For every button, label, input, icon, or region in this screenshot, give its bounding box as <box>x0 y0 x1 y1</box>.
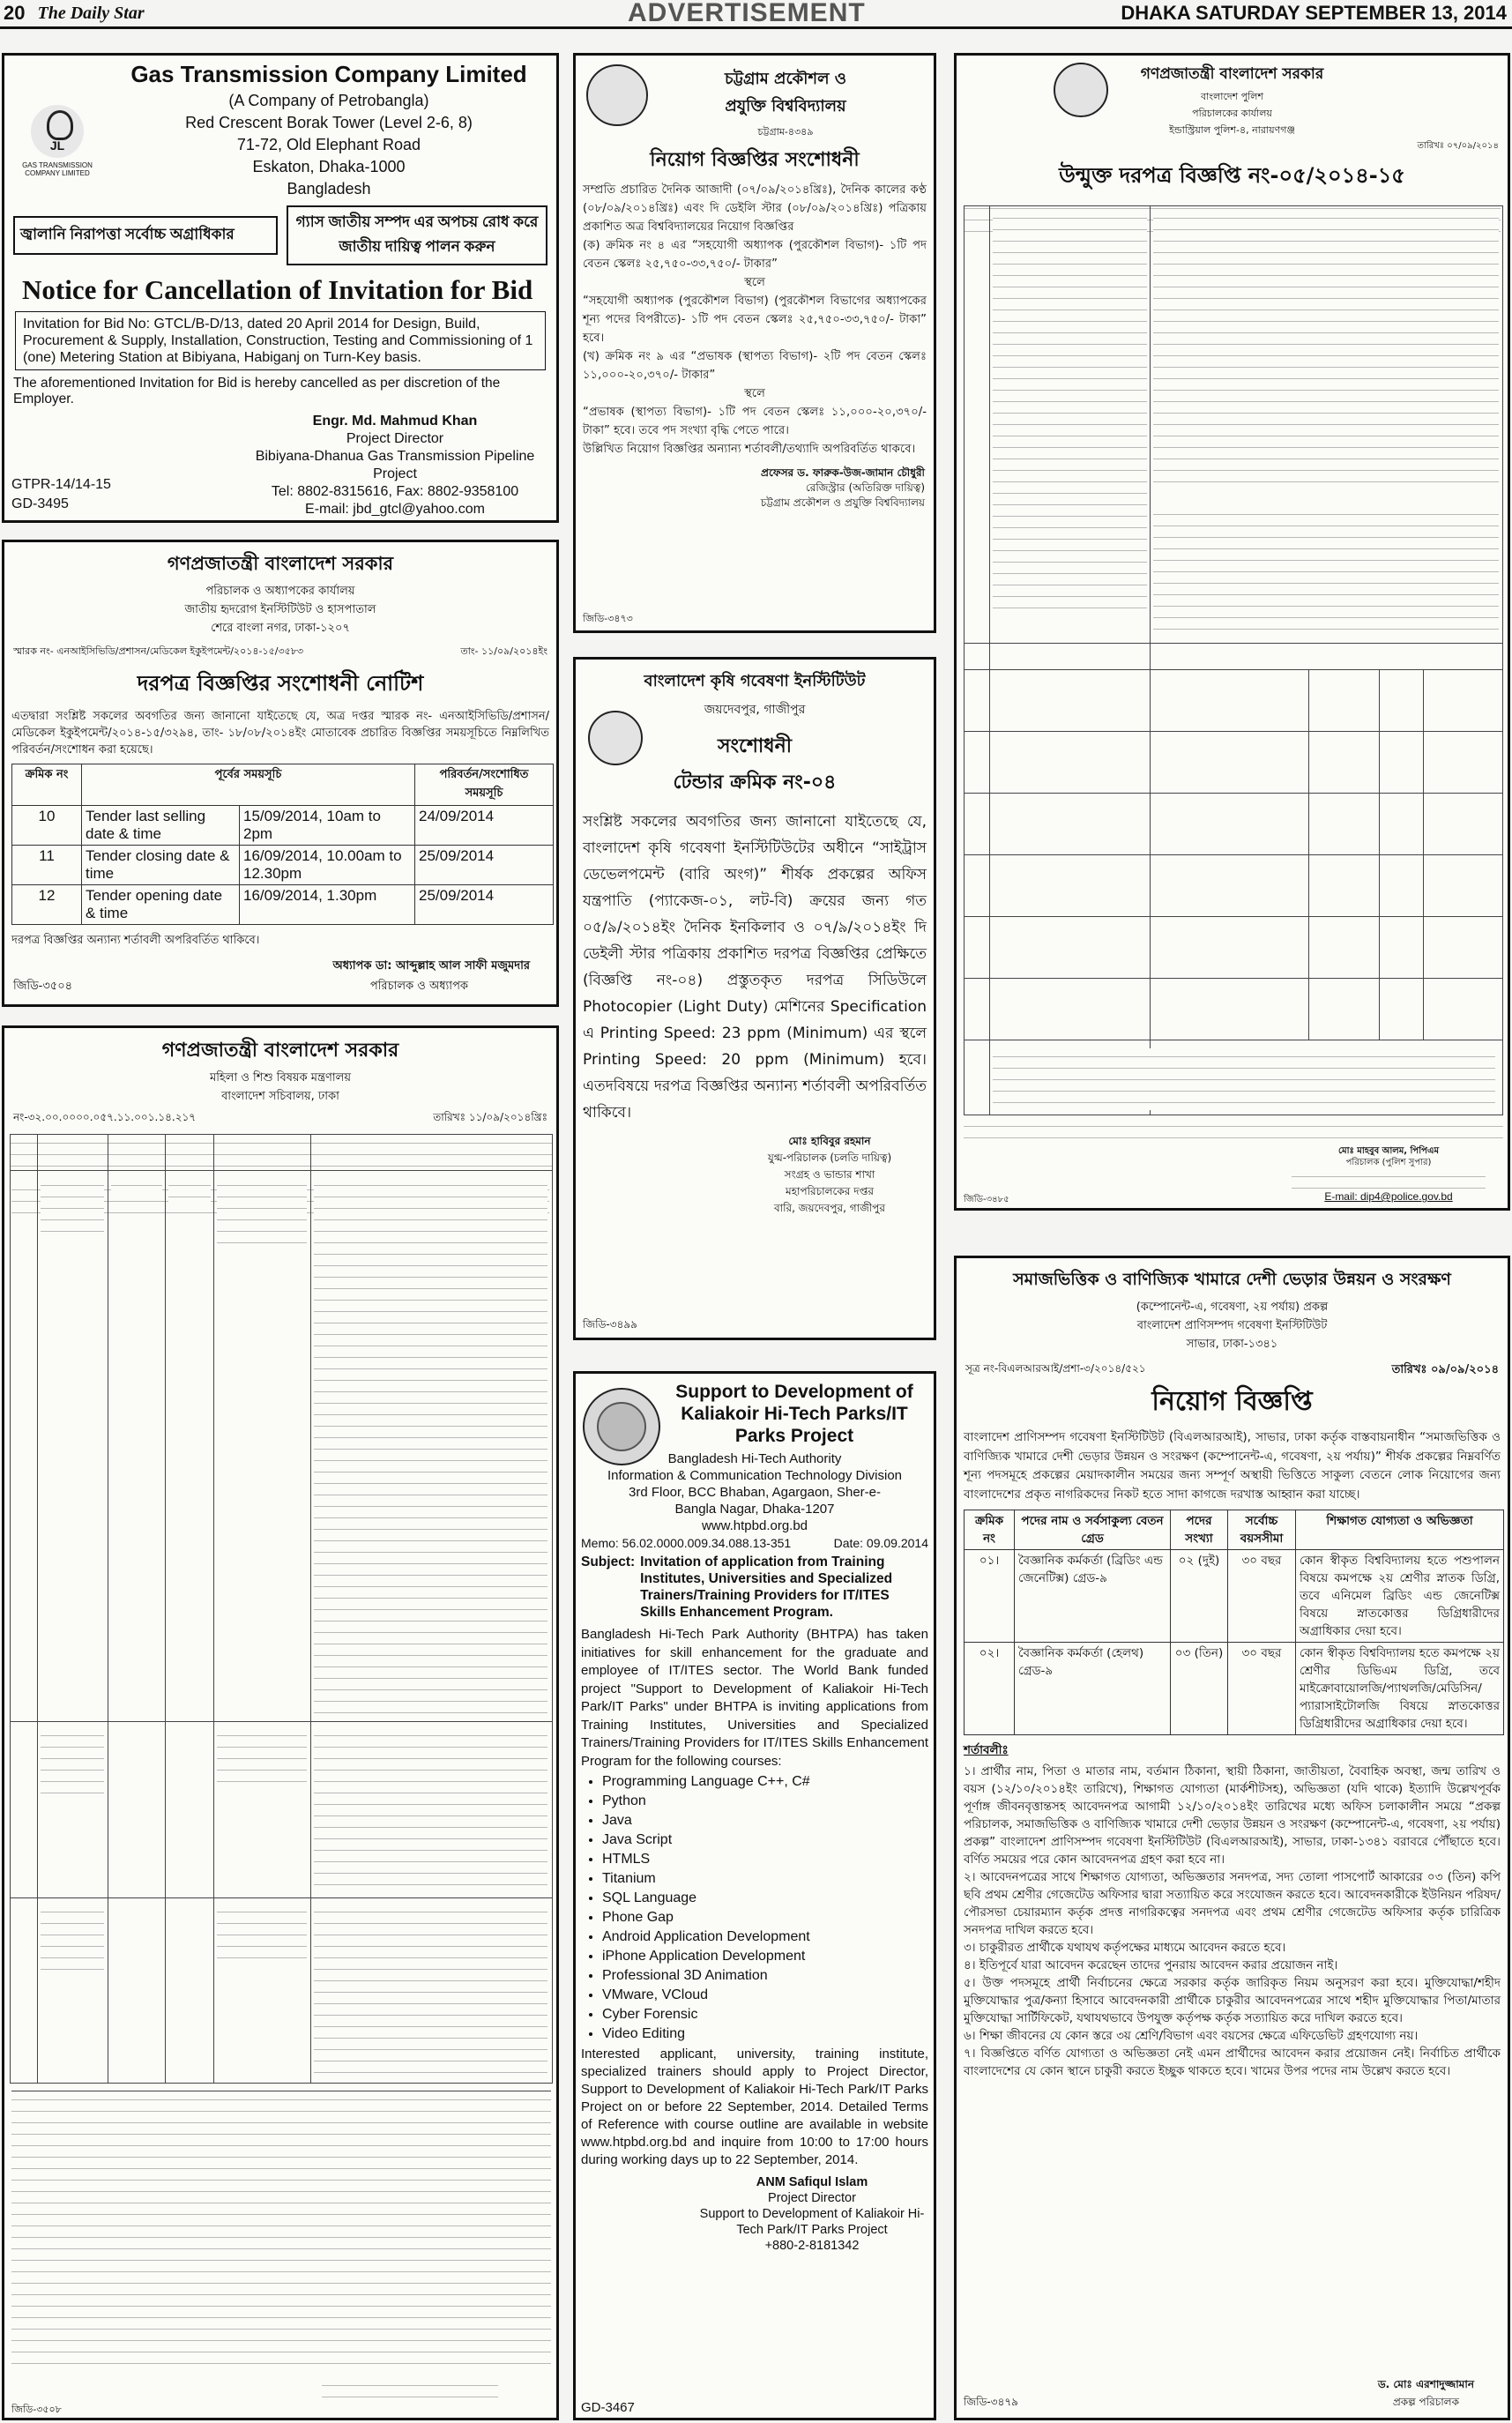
page-number: 20 <box>4 2 26 24</box>
paper-name: The Daily Star <box>37 3 145 23</box>
blri-th-qualification: শিক্ষাগত যোগ্যতা ও অভিজ্ঞতা <box>1296 1510 1504 1550</box>
cuet-para-4: “সহযোগী অধ্যাপক (পুরকৌশল বিভাগ) (পুরকৌশল বিভাগের অধ্যাপকের শূন্য পদের বিপরীতে)- ১টি পদ বেতন স্কেলঃ ২৫,৭৫০-৩৩,৭৫০/- টাকা” হবে। <box>583 294 927 345</box>
list-item: • Android Application Development <box>602 1927 934 1947</box>
list-item: • SQL Language <box>602 1889 934 1908</box>
blri-term-7: ৭। বিজ্ঞপ্তিতে বর্ণিত যোগ্যতা ও অভিজ্ঞতা নেই এমন প্রার্থীদের আবেদন করার প্রয়োজন নেই। নির্বাচিত প্রার্থীকে বাংলাদেশের যে কোন স্থানে চাকুরী করতে ইচ্ছুক থাকতে হবে। খামের উপর পদের নাম উল্লেখ করতে হবে। <box>964 2047 1501 2078</box>
table-row <box>965 1550 1504 1643</box>
gtcl-logo-icon: JL <box>31 105 84 158</box>
gtcl-subtitle: (A Company of Petrobangla) <box>228 92 429 109</box>
blri-institute: বাংলাদেশ প্রাণিসম্পদ গবেষণা ইনস্টিটিউট <box>1136 1319 1328 1332</box>
nicvd-cell: Tender closing date & time <box>82 846 240 885</box>
police-logo-icon <box>1054 63 1108 117</box>
bari-logo-icon <box>588 711 643 765</box>
police-date: তারিখঃ ০৭/০৯/২০১৪ <box>1417 141 1499 151</box>
list-item: • Cyber Forensic <box>602 2005 934 2024</box>
blri-address: সাভার, ঢাকা-১৩৪১ <box>1186 1338 1278 1351</box>
blri-cell: বৈজ্ঞানিক কর্মকর্তা (ব্রিডিং এন্ড জেনেটিক্স) গ্রেড-৯ <box>1015 1550 1171 1643</box>
nicvd-cell: 25/09/2014 <box>415 846 554 885</box>
bhtpa-signer-phone: +880-2-8181342 <box>764 2239 860 2253</box>
bhtpa-web[interactable]: www.htpbd.org.bd <box>701 1518 808 1533</box>
gtcl-ref-2: GD-3495 <box>11 496 69 511</box>
nicvd-gd: জিডি-৩৫০৪ <box>13 980 73 993</box>
blri-terms-label: শর্তাবলীঃ <box>964 1743 1009 1757</box>
nicvd-footer: দরপত্র বিজ্ঞপ্তির অন্যান্য শর্তাবলী অপরিবর্তিত থাকিবে। <box>11 934 260 947</box>
cuet-signer: প্রফেসর ড. ফারুক-উজ-জামান চৌধুরী <box>761 466 925 479</box>
bhtpa-course-list <box>602 1772 934 2044</box>
nicvd-cell: 12 <box>12 885 82 925</box>
bari-title-1: সংশোধনী <box>718 735 792 757</box>
bari-signer-dept: সংগ্রহ ও ভান্ডার শাখা <box>784 1168 875 1181</box>
blri-term-3: ৩। চাকুরীরত প্রার্থীকে যথাযথ কর্তৃপক্ষের মাধ্যমে আবেদন করতে হবে। <box>964 1941 1286 1955</box>
gtcl-ref-1: GTPR-14/14-15 <box>11 477 111 492</box>
gtcl-signer-project: Bibiyana-Dhanua Gas Transmission Pipeline Project <box>255 449 535 481</box>
nicvd-address: শেরে বাংলা নগর, ঢাকা-১২০৭ <box>211 622 350 635</box>
bhtpa-date: Date: 09.09.2014 <box>833 1536 928 1550</box>
blri-cell: বৈজ্ঞানিক কর্মকর্তা (হেলথ) গ্রেড-৯ <box>1015 1643 1171 1735</box>
bari-address: জয়দেবপুর, গাজীপুর <box>704 703 806 717</box>
nicvd-cell: 24/09/2014 <box>415 806 554 846</box>
gtcl-title: Gas Transmission Company Limited <box>130 61 527 87</box>
gtcl-notice-title: Notice for Cancellation of Invitation for Bid <box>22 274 533 305</box>
gtcl-ad <box>2 53 559 523</box>
bari-signer: মোঃ হাবিবুর রহমান <box>788 1135 871 1147</box>
bari-gd: জিডি-৩৪৯৯ <box>583 1318 637 1331</box>
police-unit: ইন্ডাস্ট্রিয়াল পুলিশ-৪, নারায়ণগঞ্জ <box>1169 124 1295 136</box>
bari-signer-address: বারি, জয়দেবপুর, গাজীপুর <box>773 1202 886 1214</box>
cuet-address: চট্টগ্রাম-৪৩৪৯ <box>757 126 814 138</box>
cuet-para-1: সম্প্রতি প্রচারিত দৈনিক আজাদী (০৭/০৯/২০১৪খ্রিঃ), দৈনিক কালের কণ্ঠ (০৮/০৯/২০১৪খ্রিঃ) এবং দি ডেইলি স্টার (০৮/০৯/২০১৪খ্রিঃ) পত্রিকায় প্রকাশিত অত্র বিশ্ববিদ্যালয়ের নিয়োগ বিজ্ঞপ্তির <box>583 183 927 234</box>
bhtpa-address: 3rd Floor, BCC Bhaban, Agargaon, Sher-e-Bangla Nagar, Dhaka-1207 <box>629 1485 881 1517</box>
bari-title-2: টেন্ডার ক্রমিক নং-০৪ <box>673 772 837 794</box>
nicvd-memo-date: তাং- ১১/০৯/২০১৪ইং <box>460 645 547 657</box>
bhtpa-memo: Memo: 56.02.0000.009.34.088.13-351 <box>581 1536 792 1550</box>
nicvd-gov: গণপ্রজাতন্ত্রী বাংলাদেশ সরকার <box>167 553 394 574</box>
mowca-date: তারিখঃ ১১/০৯/২০১৪খ্রিঃ <box>433 1111 547 1123</box>
list-item: • Programming Language C++, C# <box>602 1772 934 1792</box>
list-item: • Java <box>602 1811 934 1830</box>
gtcl-signer: Engr. Md. Mahmud Khan <box>312 414 478 429</box>
list-item: • Java Script <box>602 1830 934 1850</box>
bari-body: সংশ্লিষ্ট সকলের অবগতির জন্য জানানো যাইতেছে যে, বাংলাদেশ কৃষি গবেষণা ইনস্টিটিউটের অধীনে “সাইট্রাস ডেভেলপমেন্ট (বারি অংগ)” শীর্ষক প্রকল্পের অফিস যন্ত্রপাতি (প্যাকেজ-০১, লট-বি) ক্রয়ের জন্য গত ০৫/৯/২০১৪ইং দৈনিক ইনকিলাব ও ০৭/৯/২০১৪ইং দি ডেইলী স্টার পত্রিকায় প্রকাশিত দরপত্র বিজ্ঞপ্তির প্রেক্ষিতে (বিজ্ঞপ্তি নং-০৪) প্রস্তুতকৃত দরপত্র সিডিউলে Photocopier (Light Duty) মেশিনের Specification এ Printing Speed: 23 ppm (Minimum) এর স্থলে Printing Speed: 20 ppm (Minimum) হবে। এতদবিষয়ে দরপত্র বিজ্ঞপ্তির অন্যান্য শর্তাবলী অপরিবর্তিত থাকিবে। <box>583 813 927 1122</box>
blri-cell: কোন স্বীকৃত বিশ্ববিদ্যালয় হতে পশুপালন বিষয়ে কমপক্ষে ২য় শ্রেণীর স্নাতক ডিগ্রি, তবে এনিমেল ব্রিডিং এন্ড জেনেটিক্স বিষয়ে স্নাতকোত্তর ডিগ্রিধারীদের অগ্রাধিকার দেয়া হবে। <box>1296 1550 1504 1643</box>
cuet-para-7: “প্রভাষক (স্থাপত্য বিভাগ)- ১টি পদ বেতন স্কেলঃ ১১,০০০-২০,৩৭০/- টাকা” হবে। তবে পদ সংখ্যা বৃদ্ধি পেতে পারে। <box>583 406 927 437</box>
gtcl-logo-caption: GAS TRANSMISSION COMPANY LIMITED <box>22 161 93 177</box>
bhtpa-signer-title: Project Director <box>768 2191 856 2205</box>
bhtpa-subject: Invitation of application from Training Institutes, Universities and Specialized Trainers/Training Providers for IT/ITES Skills Enhancement Program. <box>640 1554 893 1620</box>
nicvd-title: দরপত্র বিজ্ঞপ্তির সংশোধনী নোটিশ <box>137 671 424 696</box>
blri-cell: কোন স্বীকৃত বিশ্ববিদ্যালয় হতে কমপক্ষে ২য় শ্রেণীর ডিভিএম ডিগ্রি, তবে মাইক্রোবায়োলজি/প্যাথলজি/মেডিসিন/প্যারাসাইটোলজি বিষয়ে স্নাতকোত্তর ডিগ্রিধারীদের অগ্রাধিকার দেয়া হবে। <box>1296 1643 1504 1735</box>
police-note <box>964 1118 1503 1141</box>
police-office: পরিচালকের কার্যালয় <box>1192 108 1272 119</box>
gtcl-address-2: 71-72, Old Elephant Road <box>236 136 421 153</box>
police-email[interactable]: E-mail: dip4@police.gov.bd <box>1324 1190 1453 1203</box>
bhtpa-body: Bangladesh Hi-Tech Park Authority (BHTPA) has taken initiatives for skill enhancement for the graduate and employee of IT/ITES sector. The World Bank funded project "Support to Development of Kaliakoir Hi-Tech Park/IT Parks" under BHTPA is inviting applications from Training Institutes, Universities and Specialized Trainers/Training Providers for IT/ITES Skills Enhancement Program for the following courses: <box>581 1627 928 1769</box>
nicvd-intro: এতদ্বারা সংশ্লিষ্ট সকলের অবগতির জন্য জানানো যাইতেছে যে, অত্র দপ্তর স্মারক নং- এনআইসিভিডি/প্রশাসন/মেডিকেল ইকুইপমেন্ট/২০১৪-১৫/৩২৯৪, তাং- ১৮/০৮/২০১৪ইং মোতাবেক প্রচারিত বিজ্ঞপ্তির সময়সূচিতে নিম্নলিখিত পরিবর্তন/সংশোধন করা হয়েছে। <box>11 710 549 757</box>
police-signer: মোঃ মাহবুব আলম, পিপিএম <box>1337 1146 1440 1156</box>
bhtpa-subject-label: Subject: <box>581 1554 636 1569</box>
nicvd-th-revised: পরিবর্তন/সংশোধিত সময়সূচি <box>415 764 554 806</box>
section-title: ADVERTISEMENT <box>628 0 866 27</box>
page-header <box>0 0 1512 29</box>
cuet-para-2: (ক) ক্রমিক নং ৪ এর “সহযোগী অধ্যাপক (পুরকৌশল বিভাগ)- ১টি পদ বেতন স্কেলঃ ২৫,৭৫০-৩৩,৭৫০/- টাকার” <box>583 239 927 271</box>
blri-cell: ৩০ বছর <box>1228 1643 1296 1735</box>
nicvd-cell: 15/09/2014, 10am to 2pm <box>240 806 415 846</box>
nicvd-th-previous: পূর্বের সময়সূচি <box>82 764 415 806</box>
blri-th-count: পদের সংখ্যা <box>1171 1510 1228 1550</box>
table-row <box>12 885 554 925</box>
list-item: • Phone Gap <box>602 1908 934 1927</box>
bhtpa-logo-icon <box>583 1388 660 1465</box>
mowca-ad <box>2 1025 559 2420</box>
list-item: • Python <box>602 1792 934 1811</box>
nicvd-table <box>11 764 554 925</box>
blri-signer: ড. মোঃ এরশাদুজ্জামান <box>1377 2378 1474 2390</box>
nicvd-cell: 16/09/2014, 1.30pm <box>240 885 415 925</box>
gtcl-address-3: Eskaton, Dhaka-1000 <box>252 158 406 175</box>
nicvd-ad <box>2 540 559 1007</box>
blri-cell: ০১। <box>965 1550 1015 1643</box>
mowca-address: বাংলাদেশ সচিবালয়, ঢাকা <box>221 1090 339 1103</box>
mowca-signature <box>322 2377 498 2400</box>
blri-subtitle: (কম্পোনেন্ট-এ, গবেষণা, ২য় পর্যায়) প্রকল্প <box>1136 1301 1329 1314</box>
bhtpa-signer: ANM Safiqul Islam <box>756 2175 868 2189</box>
bhtpa-closing: Interested applicant, university, training institute, specialized trainers should apply to Project Director, Support to Development of Kaliakoir Hi-Tech Park/IT Parks Project on or before 22 September, 2014. Detailed Terms of Reference with course outline are available in website www.htpbd.org.bd and inquire from 10:00 to 17:00 hours during working days up to 22 September, 2014. <box>581 2047 928 2167</box>
cuet-signer-title: রেজিস্ট্রার (অতিরিক্ত দায়িত্ব) <box>805 481 925 494</box>
cuet-name-2: প্রযুক্তি বিশ্ববিদ্যালয় <box>725 97 846 116</box>
cuet-para-8: উল্লিখিত নিয়োগ বিজ্ঞপ্তির অন্যান্য শর্তাবলী/তথ্যাদি অপরিবর্তিত থাকবে। <box>583 443 916 456</box>
bhtpa-ad <box>573 1371 936 2420</box>
gtcl-address-1: Red Crescent Borak Tower (Level 2-6, 8) <box>185 114 473 131</box>
blri-th-age: সর্বোচ্চ বয়সসীমা <box>1228 1510 1296 1550</box>
list-item: • Professional 3D Animation <box>602 1966 934 1986</box>
mowca-memo: নং-৩২.০০.০০০০.০৫৭.১১.০০১.১৪.২১৭ <box>13 1111 197 1123</box>
list-item: • Video Editing <box>602 2024 934 2044</box>
cuet-signer-org: চট্টগ্রাম প্রকৌশল ও প্রযুক্তি বিশ্ববিদ্যালয় <box>760 496 925 509</box>
table-row <box>12 846 554 885</box>
blri-term-1: ১। প্রার্থীর নাম, পিতা ও মাতার নাম, বর্তমান ঠিকানা, স্থায়ী ঠিকানা, জাতীয়তা, বৈবাহিক অবস্থা, জন্ম তারিখ ও বয়স (১২/১০/২০১৪ইং তারিখে), শিক্ষাগত যোগ্যতা (মার্কশীটসহ), অভিজ্ঞতা (যদি থাকে) ইত্যাদি উল্লেখপূর্বক পূর্ণাঙ্গ জীবনবৃত্তান্তসহ আবেদনপত্র আগামী ১২/১০/২০১৪ইং তারিখের মধ্যে অফিস চলাকালীন সময়ে “প্রকল্প পরিচালক, সমাজভিত্তিক ও বাণিজ্যিক খামারে দেশী ভেড়ার উন্নয়ন ও সংরক্ষণ (কম্পোনেন্ট-এ, গবেষণা, ২য় পর্যায়) প্রকল্প” বাংলাদেশ প্রাণিসম্পদ গবেষণা ইনস্টিটিউট (বিএলআরআই), সাভার, ঢাকা-১৩৪১ বরাবরে পৌঁছাতে হবে। বর্ণিত সময়ের পরে কোন আবেদনপত্র গ্রহণ করা হবে না। <box>964 1764 1501 1867</box>
nicvd-cell: 25/09/2014 <box>415 885 554 925</box>
list-item: • HTMLS <box>602 1850 934 1869</box>
blri-term-5: ৫। উক্ত পদসমূহে প্রার্থী নির্বাচনের ক্ষেত্রে সরকার কর্তৃক জারিকৃত নিয়ম অনুসরণ করা হবে। মুক্তিযোদ্ধা/শহীদ মুক্তিযোদ্ধার পুত্র/কন্যা হিসাবে আবেদনকারী প্রার্থীকে চাকুরীর আবেদনপত্রের সাথে শহীদ মুক্তিযোদ্ধার পিতা/মাতার মুক্তিযোদ্ধা সার্টিফিকেট, যথাযথভাবে উপযুক্ত কর্তৃপক্ষ কর্তৃক সত্যায়িত করে দাখিল করতে হবে। <box>964 1976 1501 2025</box>
blri-cell: ০২। <box>965 1643 1015 1735</box>
bhtpa-division: Information & Communication Technology Division <box>607 1468 903 1483</box>
blri-cell: ০২ (দুই) <box>1171 1550 1228 1643</box>
cuet-name-1: চট্টগ্রাম প্রকৌশল ও <box>724 70 847 88</box>
police-signer-title: পরিচালক (পুলিশ সুপার) <box>1345 1158 1432 1167</box>
blri-signer-title: প্রকল্প পরিচালক <box>1392 2396 1460 2408</box>
police-gov: গণপ্রজাতন্ত্রী বাংলাদেশ সরকার <box>1140 65 1324 83</box>
nicvd-signer-title: পরিচালক ও অধ্যাপক <box>369 980 468 993</box>
gtcl-cancel-text: The aforementioned Invitation for Bid is hereby cancelled as per discretion of the Employer. <box>13 376 501 406</box>
mowca-ministry: মহিলা ও শিশু বিষয়ক মন্ত্রণালয় <box>209 1071 352 1085</box>
police-title: উন্মুক্ত দরপত্র বিজ্ঞপ্তি নং-০৫/২০১৪-১৫ <box>1059 163 1405 188</box>
bhtpa-gd: GD-3467 <box>581 2400 635 2415</box>
bari-signer-title: যুগ্ম-পরিচালক (চলতি দায়িত্ব) <box>767 1152 892 1164</box>
bhtpa-title: Support to Development of Kaliakoir Hi-Tech Parks/IT Parks Project <box>675 1382 913 1446</box>
mowca-gd: জিডি-৩৫০৮ <box>11 2404 62 2415</box>
blri-job-table <box>964 1510 1504 1735</box>
nicvd-cell: 11 <box>12 846 82 885</box>
cuet-para-3: স্থলে <box>744 276 765 289</box>
gtcl-signer-title: Project Director <box>346 431 444 446</box>
list-item: • VMware, VCloud <box>602 1986 934 2005</box>
police-ad <box>954 53 1510 1211</box>
blri-cell: ০৩ (তিন) <box>1171 1643 1228 1735</box>
issue-date: DHAKA SATURDAY SEPTEMBER 13, 2014 <box>1121 2 1507 24</box>
blri-title: সমাজভিত্তিক ও বাণিজ্যিক খামারে দেশী ভেড়ার উন্নয়ন ও সংরক্ষণ <box>1013 1270 1451 1289</box>
blri-intro: বাংলাদেশ প্রাণিসম্পদ গবেষণা ইনস্টিটিউট (বিএলআরআই), সাভার, ঢাকা কর্তৃক বাস্তবায়নাধীন “সমাজভিত্তিক ও বাণিজ্যিক খামারে দেশী ভেড়ার উন্নয়ন ও সংরক্ষণ (কম্পোনেন্ট-এ, গবেষণা, ২য় পর্যায়)” শীর্ষক প্রকল্পের নিম্নবর্ণিত শূন্য পদসমূহে প্রকল্পের মেয়াদকালীন সময়ের জন্য সম্পূর্ণ অস্থায়ী ভিত্তিতে সাকুল্য বেতনে লোক নিয়োগের জন্য বাংলাদেশের প্রকৃত নাগরিকদের নিকট হতে সাদা কাগজে দরখাস্ত আহ্বান করা যাচ্ছে। <box>964 1430 1501 1502</box>
list-item: • Titanium <box>602 1869 934 1889</box>
gtcl-signer-email[interactable]: E-mail: jbd_gtcl@yahoo.com <box>305 502 485 517</box>
bari-signer-office: মহাপরিচালকের দপ্তর <box>786 1185 874 1197</box>
gtcl-signer-tel: Tel: 8802-8315616, Fax: 8802-9358100 <box>271 484 519 499</box>
list-item: • iPhone Application Development <box>602 1947 934 1966</box>
blri-gd: জিডি-৩৪৭৯ <box>964 2396 1018 2408</box>
police-org: বাংলাদেশ পুলিশ <box>1201 91 1263 102</box>
gtcl-address-4: Bangladesh <box>287 180 371 198</box>
nicvd-th-serial: ক্রমিক নং <box>12 764 82 806</box>
cuet-para-6: স্থলে <box>744 387 765 400</box>
bari-ad <box>573 657 936 1340</box>
nicvd-cell: 16/09/2014, 10.00am to 12.30pm <box>240 846 415 885</box>
table-row <box>965 1643 1504 1735</box>
blri-cell: ৩০ বছর <box>1228 1550 1296 1643</box>
bhtpa-authority: Bangladesh Hi-Tech Authority <box>667 1451 842 1466</box>
mowca-gov: গণপ্রজাতন্ত্রী বাংলাদেশ সরকার <box>161 1040 399 1062</box>
cuet-title: নিয়োগ বিজ্ঞপ্তির সংশোধনী <box>650 149 860 171</box>
bhtpa-signer-project: Support to Development of Kaliakoir Hi-Tech Park/IT Parks Project <box>699 2207 925 2237</box>
nicvd-signer: অধ্যাপক ডা: আব্দুল্লাহ আল সাফী মজুমদার <box>332 959 530 973</box>
blri-ad <box>954 1256 1510 2420</box>
blri-heading: নিয়োগ বিজ্ঞপ্তি <box>1151 1386 1313 1417</box>
gtcl-slogan-right: গ্যাস জাতীয় সম্পদ এর অপচয় রোধ করে জাতীয় দায়িত্ব পালন করুন <box>287 205 547 265</box>
mowca-job-table <box>10 1134 553 2084</box>
blri-date: তারিখঃ ০৯/০৯/২০১৪ <box>1391 1363 1499 1376</box>
blri-th-post: পদের নাম ও সর্বসাকুল্য বেতন গ্রেড <box>1015 1510 1171 1550</box>
nicvd-cell: 10 <box>12 806 82 846</box>
blri-term-2: ২। আবেদনপত্রের সাথে শিক্ষাগত যোগ্যতা, অভিজ্ঞতার সনদপত্র, সদ্য তোলা পাসপোর্ট আকারের ০৩ (তিন) কপি ছবি প্রথম শ্রেণীর গেজেটেড অফিসার দ্বারা সত্যায়িত করে সংযোজন করতে হবে। আবেদনকারীকে ইউনিয়ন পরিষদ/পৌরসভা চেয়ারম্যান কর্তৃক প্রদত্ত নাগরিকত্বের সনদপত্র এবং প্রথম শ্রেণীর গেজেটেড অফিসার কর্তৃক চারিত্রিক সনদপত্র দাখিল করতে হবে। <box>964 1870 1501 1937</box>
mowca-conditions <box>11 2091 551 2374</box>
blri-term-4: ৪। ইতিপূর্বে যারা আবেদন করেছেন তাদের পুনরায় আবেদন করার প্রয়োজন নাই। <box>964 1958 1338 1972</box>
police-tender-table <box>964 205 1503 1115</box>
cuet-para-5: (খ) ক্রমিক নং ৯ এর “প্রভাষক (স্থাপত্য বিভাগ)- ২টি পদ বেতন স্কেলঃ ১১,০০০-২০,৩৭০/- টাকার” <box>583 350 927 382</box>
cuet-gd: জিডি-৩৪৭৩ <box>583 613 633 624</box>
nicvd-cell: Tender last selling date & time <box>82 806 240 846</box>
nicvd-memo: স্মারক নং- এনআইসিভিডি/প্রশাসন/মেডিকেল ইকুইপমেন্ট/২০১৪-১৫/৩৫৮৩ <box>13 645 304 657</box>
cuet-logo-icon <box>586 64 648 126</box>
blri-th-serial: ক্রমিক নং <box>965 1510 1015 1550</box>
police-gd: জিডি-৩৪৮৫ <box>964 1195 1009 1204</box>
gtcl-slogan-left: জ্বালানি নিরাপত্তা সর্বোচ্চ অগ্রাধিকার <box>13 216 278 255</box>
gtcl-bid-text: Invitation for Bid No: GTCL/B-D/13, dated 20 April 2014 for Design, Build, Procurement & Supply, Installation, Construction, Testing and Commissioning of 1 (one) Metering Station at Bibiyana, Habiganj on Turn-Key basis. <box>15 311 546 370</box>
bari-name: বাংলাদেশ কৃষি গবেষণা ইনস্টিটিউট <box>644 672 866 690</box>
nicvd-cell: Tender opening date & time <box>82 885 240 925</box>
blri-term-6: ৬। শিক্ষা জীবনের যে কোন স্তরে ৩য় শ্রেণি/বিভাগ এবং বয়সের ক্ষেত্রে এফিডেভিট গ্রহণযোগ্য নয়। <box>964 2029 1419 2043</box>
nicvd-institute: জাতীয় হৃদরোগ ইনস্টিটিউট ও হাসপাতাল <box>184 603 376 616</box>
nicvd-office: পরিচালক ও অধ্যাপকের কার্যালয় <box>205 585 355 598</box>
table-row <box>12 806 554 846</box>
blri-memo: সূত্র নং-বিএলআরআই/প্রশা-৩/২০১৪/৫২১ <box>965 1362 1146 1375</box>
cuet-ad <box>573 53 936 633</box>
